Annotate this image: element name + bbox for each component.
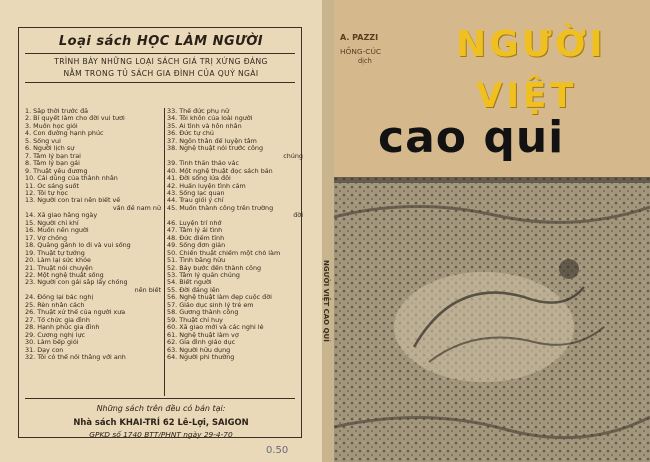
title-line-2: VIỆT [476, 76, 578, 116]
book-list-item: 57. Giáo dục sinh lý trẻ em [167, 301, 254, 309]
column-divider [164, 108, 165, 396]
book-list-item: 26. Thuật xử thế của người xưa [25, 309, 126, 317]
front-cover [334, 0, 650, 462]
book-list-item: 16. Muốn nên người [25, 227, 89, 235]
book-list-item: 49. Sống đơn giản [167, 242, 226, 250]
license-line: GPKD số 1740 BTT/PHNT ngày 29-4-70 [89, 430, 233, 439]
book-list-item: 1. Sắp thời trước đã [25, 108, 89, 115]
book-list-item: 7. Tâm lý bạn trai [25, 152, 81, 160]
book-list-item: 48. Đức điềm tĩnh [167, 234, 225, 242]
book-list-item: 60. Xã giao mới và các nghi lễ [167, 324, 264, 332]
book-list-item: 9. Thuật yêu đương [25, 167, 88, 175]
book-list-item: 4. Con đường hạnh phúc [25, 130, 104, 138]
publisher-address: Nhà sách KHAI-TRÍ 62 Lê-Lợi, SAIGON [73, 417, 249, 427]
book-list-item: 24. Đồng lại bác nghị [25, 294, 94, 302]
divider [25, 53, 295, 54]
book-list-item: 51. Tình bằng hữu [167, 257, 226, 265]
book-list-item: 21. Thuật nói chuyện [25, 264, 93, 272]
book-list-item: 6. Người lịch sự [25, 145, 75, 153]
book-list-item: 56. Nghệ thuật làm đẹp cuộc đời [167, 294, 272, 302]
book-list-left [25, 108, 161, 361]
translator-name: HỒNG-CÚC [340, 47, 382, 56]
book-list-item: 44. Trau giồi ý chí [167, 197, 224, 205]
divider [25, 398, 295, 399]
textile-artwork [334, 177, 650, 462]
book-list-item: chúng [283, 152, 303, 160]
book-list-item: đời [293, 212, 303, 220]
book-list-item: 13. Người con trai nên biết về [25, 197, 121, 205]
title-line-1: NGƯỜI [456, 24, 606, 65]
book-list-item: 27. Tổ chức gia đình [25, 316, 90, 324]
book-list-item: 47. Tâm lý ái tình [167, 227, 223, 235]
book-list-item: 12. Tôi tự học [25, 189, 69, 197]
book-list-item: 10. Cải dũng của thành nhân [25, 175, 118, 183]
series-title: Loại sách HỌC LÀM NGƯỜI [58, 34, 264, 49]
author-name: A. PAZZI [340, 33, 379, 42]
book-list-item: 3. Muốn học giỏi [25, 122, 78, 130]
book-list-item: 14. Xã giao hằng ngày [25, 212, 98, 220]
book-list-item: 59. Thuật chỉ huy [167, 316, 223, 324]
book-list-item: 11. Óc sáng suốt [25, 182, 79, 190]
book-list-item: 29. Cương nghị lực [25, 331, 86, 339]
book-list-item: 33. Thế đức phụ nữ [167, 108, 230, 115]
book-list-item: 35. Ái tình và hôn nhân [167, 122, 242, 130]
book-list-item: 20. Làm lại sức khỏe [25, 257, 91, 265]
book-list-item: 31. Dạy con [25, 346, 64, 354]
book-list-item: 45. Muốn thành công trên trường [167, 204, 274, 212]
book-list-item: 55. Đời đáng lên [167, 286, 220, 294]
book-list-item: 18. Quãng gánh lo đi và vui sống [25, 242, 131, 250]
book-list-item: 53. Tâm lý quần chúng [167, 271, 240, 279]
book-list-right [167, 108, 303, 361]
book-list-item: 62. Gia đình giáo dục [167, 339, 236, 347]
book-list-item: 38. Nghệ thuật nói trước công [167, 145, 264, 153]
book-list-item: 23. Người con gái sắp lấy chồng [25, 279, 128, 287]
book-list-item: 58. Gương thành công [167, 309, 239, 317]
book-list-item: 40. Một nghệ thuật đọc sách bán [167, 167, 273, 175]
price-mark: 0.50 [266, 445, 289, 456]
book-list-item: nên biết [134, 286, 161, 294]
book-list-item: 39. Tinh thần thảo vác [167, 160, 239, 168]
book-list-item: 42. Huấn luyện tình cảm [167, 182, 246, 190]
book-list-item: 28. Hạnh phúc gia đình [25, 324, 100, 332]
book-list-item: 61. Nghệ thuật làm vợ [167, 331, 239, 339]
book-list-item: 64. Người phi thường [167, 353, 235, 361]
book-list-item: 5. Sống vui [25, 137, 61, 145]
book-list-item: 17. Vợ chồng [25, 234, 68, 242]
book-list-item: 8. Tâm lý bạn gái [25, 160, 80, 168]
book-list-item: 25. Rèn nhân cách [25, 301, 85, 309]
title-line-3: cao qui [378, 112, 565, 163]
footer-note: Những sách trên đều có bán tại: [96, 404, 226, 413]
book-list-item: 32. Tôi có thể nói thẳng với anh [25, 353, 126, 361]
book-spine [322, 0, 334, 462]
spine-title: NGƯỜI VIỆT CAO QUÍ [322, 260, 330, 342]
book-list-item: 46. Luyện trí nhớ [167, 219, 222, 227]
book-list-item: 52. Bảy bước đến thành công [167, 264, 262, 272]
book-list-item: 22. Một nghệ thuật sống [25, 271, 104, 279]
book-list-item: 41. Đời sống lứa đôi [167, 175, 231, 183]
book-list-item: 30. Làm bếp giỏi [25, 339, 79, 347]
translator-role: dịch [358, 57, 372, 65]
divider [25, 82, 295, 83]
book-list-item: 43. Sống lạc quan [167, 189, 225, 197]
book-list-item: 37. Ngôn thân để luyện tâm [167, 137, 257, 145]
book-list-item: 15. Người chỉ khí [25, 219, 79, 227]
book-list-item: 54. Biết người [167, 279, 212, 287]
back-cover [0, 0, 322, 462]
book-list-frame [18, 27, 302, 438]
subtitle-line-2: NẰM TRONG TỦ SÁCH GIA ĐÌNH CỦA QUÝ NGÀI [63, 69, 259, 78]
book-list-item: 63. Người hữu dụng [167, 346, 231, 354]
book-list-item: 19. Thuật tự tưởng [25, 249, 85, 257]
book-list-item: vấn đề nam nữ [112, 204, 161, 212]
book-list-item: 50. Chiến thuật chiếm một chỗ làm [167, 249, 281, 257]
subtitle-line-1: TRÌNH BÀY NHỮNG LOẠI SÁCH GIÁ TRỊ XỨNG ĐÁNG [54, 57, 268, 66]
book-list-item: 36. Đức tự chủ [167, 130, 214, 138]
book-list-item: 2. Bí quyết làm cho đời vui tươi [25, 115, 125, 123]
book-list-item: 34. Tôi khôn của loài người [167, 115, 253, 123]
